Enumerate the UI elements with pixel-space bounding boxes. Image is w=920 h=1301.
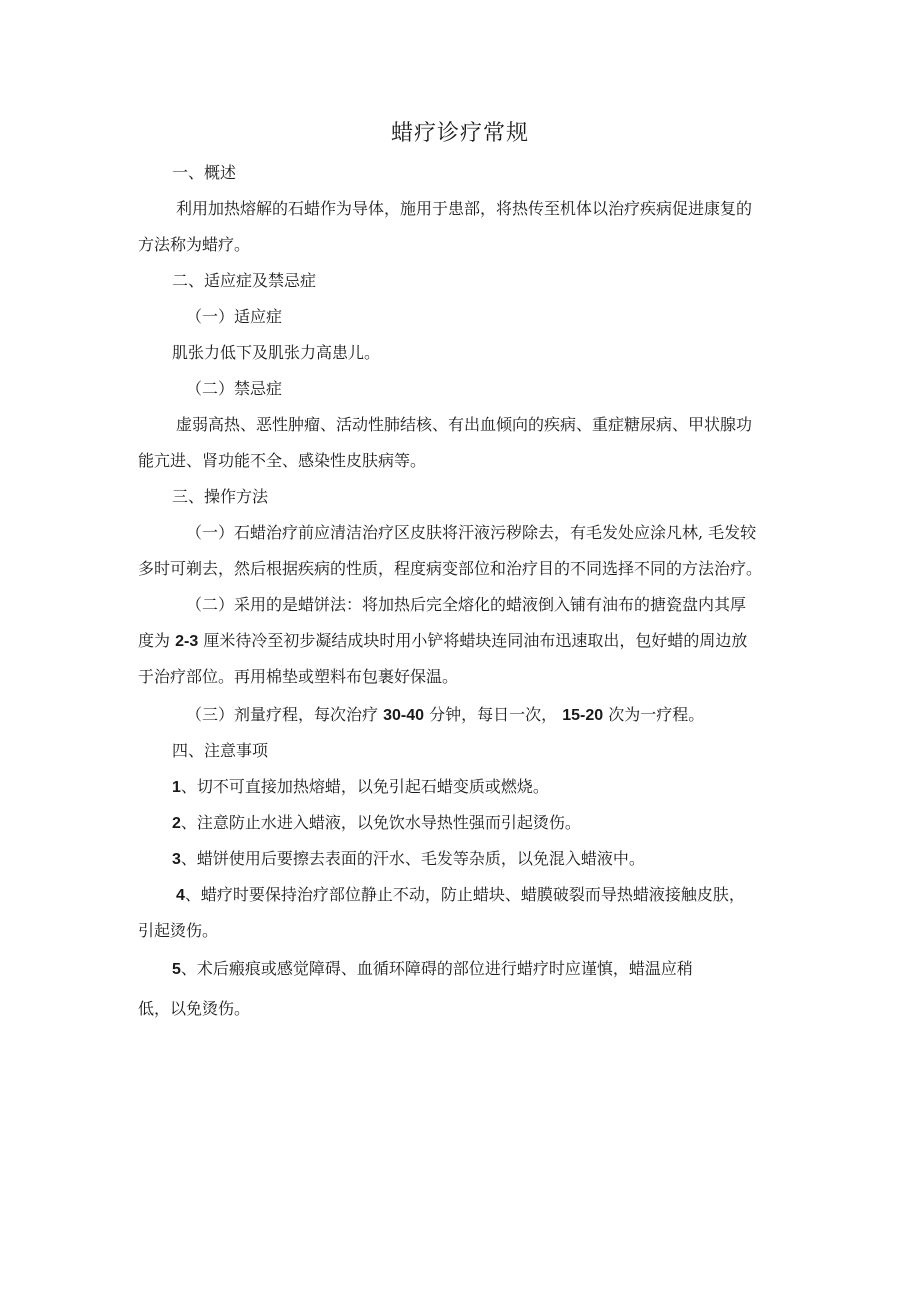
procedure-item-1-line-2: 多时可剃去，然后根据疾病的性质，程度病变部位和治疗目的不同选择不同的方法治疗。 bbox=[138, 559, 763, 578]
overview-paragraph-line-1: 利用加热熔解的石蜡作为导体，施用于患部，将热传至机体以治疗疾病促进康复的 bbox=[176, 199, 753, 218]
precaution-item-4-line-1 bbox=[176, 884, 745, 907]
procedure-item-2-text-b: 厘米待冷至初步凝结成块时用小铲将蜡块连同油布迅速取出，包好蜡的周边放 bbox=[203, 631, 748, 650]
precaution-item-5-line-2: 低，以免烫伤。 bbox=[138, 999, 251, 1018]
precaution-text-4: 、蜡疗时要保持治疗部位静止不动，防止蜡块、蜡膜破裂而导热蜡液接触皮肤， bbox=[184, 885, 745, 904]
precaution-item-3 bbox=[172, 848, 645, 871]
procedure-item-2-line-1: （二）采用的是蜡饼法：将加热后完全熔化的蜡液倒入铺有油布的搪瓷盘内其厚 bbox=[186, 595, 747, 614]
procedure-item-3-sessions: 15-20 bbox=[562, 707, 604, 724]
precaution-item-5-line-1 bbox=[172, 958, 693, 981]
procedure-item-2-line-2 bbox=[138, 630, 747, 653]
precaution-text-1: 、切不可直接加热熔蜡，以免引起石蜡变质或燃烧。 bbox=[180, 777, 549, 796]
page-title: 蜡疗诊疗常规 bbox=[390, 121, 529, 146]
procedure-item-1-line-1: （一）石蜡治疗前应清洁治疗区皮肤将汗液污秽除去，有毛发处应涂凡林, 毛发较 bbox=[186, 523, 757, 542]
precaution-number-2: 2 bbox=[172, 815, 181, 832]
section-heading-procedure: 三、操作方法 bbox=[172, 487, 269, 506]
procedure-item-3-duration: 30-40 bbox=[383, 707, 425, 724]
procedure-item-3-text-b: 分钟，每日一次， bbox=[429, 705, 558, 724]
precaution-text-5: 、术后瘢痕或感觉障碍、血循环障碍的部位进行蜡疗时应谨慎，蜡温应稍 bbox=[180, 959, 693, 978]
procedure-item-2-text-a: 度为 bbox=[138, 631, 171, 650]
contraindications-line-2: 能亢进、肾功能不全、感染性皮肤病等。 bbox=[138, 451, 427, 470]
procedure-item-3 bbox=[186, 704, 704, 727]
procedure-item-3-text-c: 次为一疗程。 bbox=[608, 705, 705, 724]
subheading-contraindications: （二）禁忌症 bbox=[186, 379, 283, 398]
procedure-item-2-line-3: 于治疗部位。再用棉垫或塑料布包裹好保温。 bbox=[138, 667, 459, 686]
procedure-item-2-thickness: 2-3 bbox=[175, 633, 199, 650]
precaution-number-4: 4 bbox=[176, 887, 185, 904]
section-heading-overview: 一、概述 bbox=[172, 163, 237, 182]
precaution-item-1 bbox=[172, 776, 549, 799]
precaution-number-1: 1 bbox=[172, 779, 181, 796]
precaution-text-2: 、注意防止水进入蜡液，以免饮水导热性强而引起烫伤。 bbox=[180, 813, 581, 832]
subheading-indications: （一）适应症 bbox=[186, 307, 283, 326]
precaution-item-4-line-2: 引起烫伤。 bbox=[138, 921, 219, 940]
procedure-item-3-text-a: （三）剂量疗程，每次治疗 bbox=[186, 705, 379, 724]
precaution-text-3: 、蜡饼使用后要擦去表面的汗水、毛发等杂质，以免混入蜡液中。 bbox=[180, 849, 645, 868]
precaution-number-3: 3 bbox=[172, 851, 181, 868]
overview-paragraph-line-2: 方法称为蜡疗。 bbox=[138, 235, 251, 254]
contraindications-line-1: 虚弱高热、恶性肿瘤、活动性肺结核、有出血倾向的疾病、重症糖尿病、甲状腺功 bbox=[176, 415, 753, 434]
precaution-item-2 bbox=[172, 812, 581, 835]
section-heading-indications: 二、适应症及禁忌症 bbox=[172, 271, 317, 290]
precaution-number-5: 5 bbox=[172, 961, 181, 978]
indications-text: 肌张力低下及肌张力高患儿。 bbox=[172, 343, 381, 362]
section-heading-precautions: 四、注意事项 bbox=[172, 741, 269, 760]
